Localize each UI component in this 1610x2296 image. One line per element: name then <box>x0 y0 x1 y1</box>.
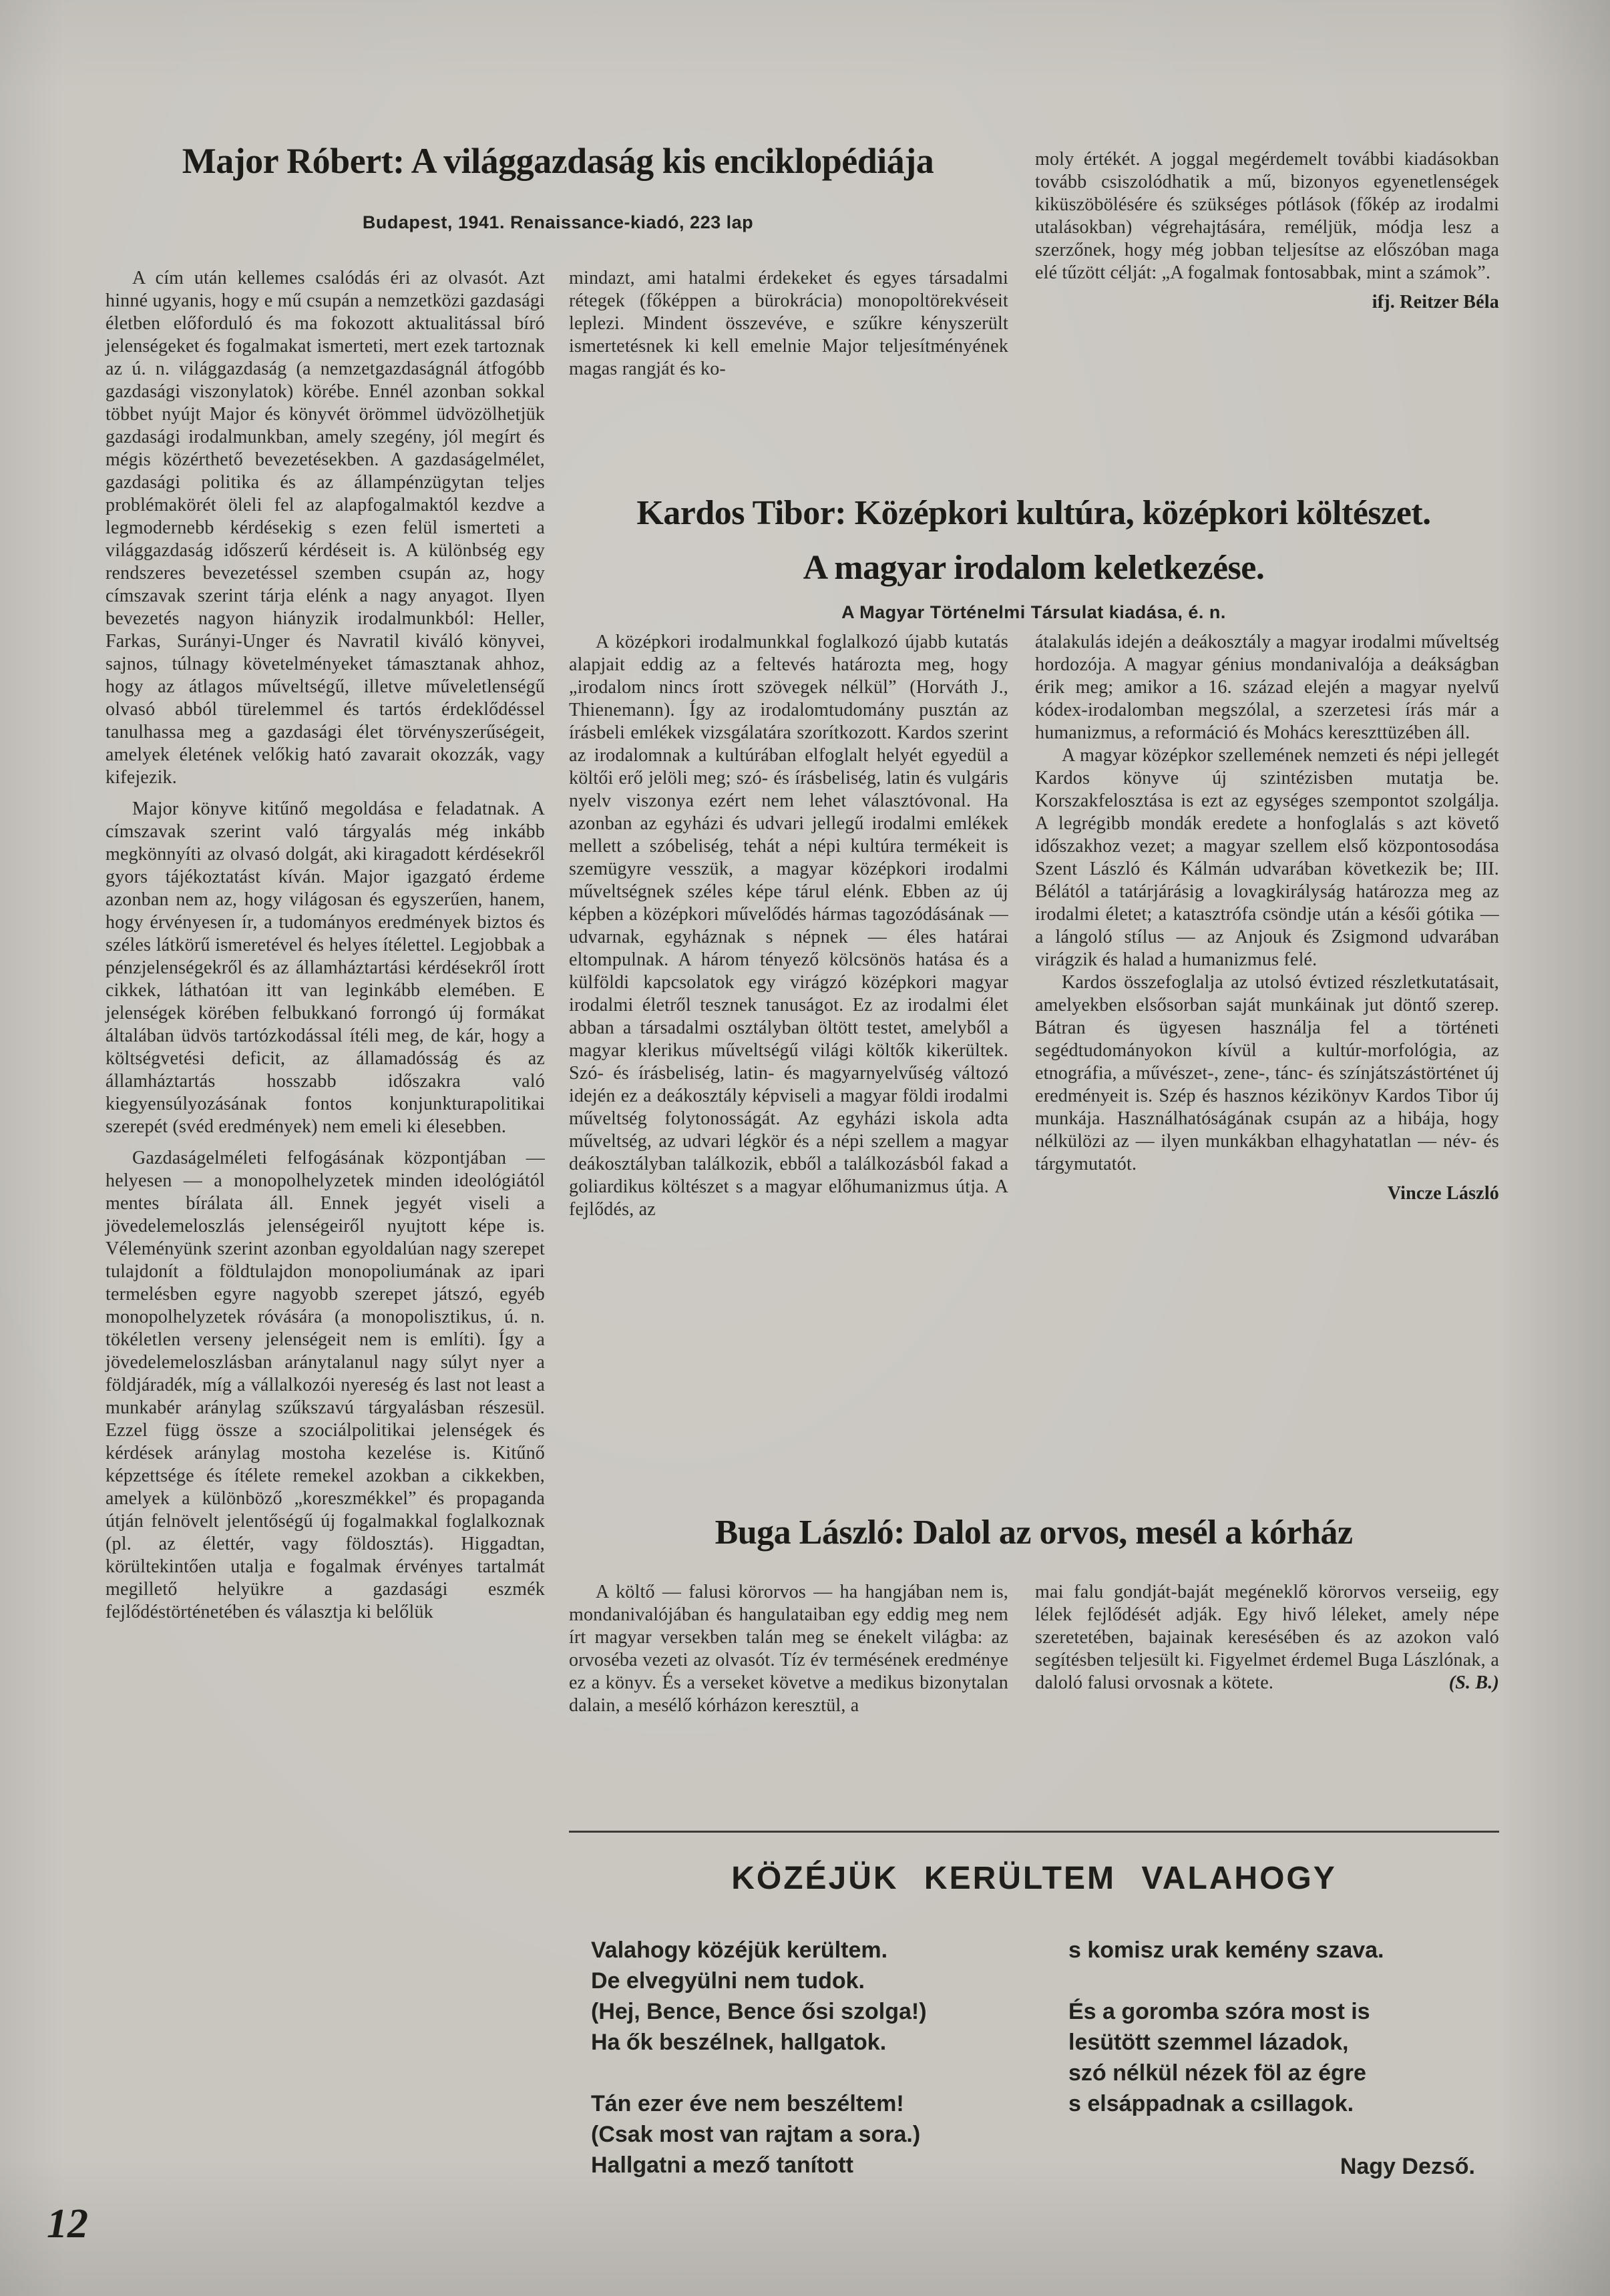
poem-line: (Csak most van rajtam a sora.) <box>591 2122 921 2147</box>
paragraph: moly értékét. A joggal megérdemelt további kiadásokban tovább csiszolódhatik a mű, bizonyos egyenetlenségek kiküszöbölésére és szükséges pótlások (főkép az irodalmi utalásokban) végrehajtására, reméljük, módja lesz a szerzőnek, hogy még jobban teljesítse az előszóban maga elé tűzött célját: „A fogalmak fontosabbak, mint a számok”. <box>1035 149 1499 283</box>
poem-line: s komisz urak kemény szava. <box>1068 1937 1384 1963</box>
poem-line: Hallgatni a mező tanított <box>591 2152 853 2178</box>
paragraph: Kardos összefoglalja az utolsó évtized részletkutatásait, amelyekben elsősorban saját munkáinak jut döntő szerep. Bátran és ügyesen használja fel a történeti segédtudományokon kívül a kultúr-morfológia, az etnográfia, a művészet-, zene-, tánc- és színjátszástörténet új eredményeit is. Szép és hasznos kézikönyv Kardos Tibor új munkája. Használhatóságának csupán az a hibája, hogy nélkülözi az — ilyen munkákban elhagyhatatlan — név- és tárgymutatót. <box>1035 972 1499 1174</box>
reviewer-signature: ifj. Reitzer Béla <box>1372 292 1499 312</box>
poem-line: szó nélkül nézek föl az égre <box>1068 2060 1366 2086</box>
article-major-title: Major Róbert: A világgazdaság kis enciklopédiája <box>182 141 934 181</box>
paragraph: mai falu gondját-baját megéneklő körorvos verseiig, egy lélek fejlődését adják. Egy hivő léleket, amely népe szeretetében, bajainak keresésében és az azokon való segítésben teljesült ki. Figyelmet érdemel Buga Lászlónak, a daloló falusi orvosnak a kötete. <box>1035 1582 1499 1693</box>
paragraph: A cím után kellemes csalódás éri az olvasót. Azt hinné ugyanis, hogy e mű csupán a nemzetközi gazdasági életben előforduló és ma fokozott aktualitással bíró jelenségeket és fogalmakat ismerteti, mert ezek tartoznak az ú. n. világgazdaság (a nemzetgazdaságnál átfogóbb gazdasági viszonylatok) körébe. Ennél azonban sokkal többet nyújt Major és könyvét örömmel üdvözölhetjük gazdasági irodalmunkban, amely szegény, jól megírt és mégis közérthető bevezetésekben. A gazdaságelmélet, gazdasági politika és az állampénzügytan teljes problémakörét öleli fel az alapfogalmaktól kezdve a legmodernebb kérdésekig s ezen felül ismerteti a világgazdaság időszerű kérdéseit is. A különbség egy rendszeres bevezetéssel szemben csupán az, hogy címszavak szerint tárja elénk a nagy anyagot. Ilyen bevezetés nagyon hiányzik irodalmunkból: Heller, Farkas, Surányi-Unger és Navratil kiváló könyvei, sajnos, túlnagy követelményeket támasztanak ahhoz, hogy az átlagos műveltségű, illetve műveletlenségű olvasó abból türelemmel és tartós érdeklődéssel tanulhassa meg a gazdasági élet törvényszerűségeit, amelyek életének velőkig ható zavarait okozzák, vagy kifejezik. <box>106 268 545 788</box>
paragraph: A magyar középkor szellemének nemzeti és népi jellegét Kardos könyve új szintézisben mutatja be. Korszakfelosztása is ezt az egységes szempontot szolgálja. A legrégibb mondák eredete a honfoglalás s azt követő időszakhoz vezet; a magyar szellem első központosodása Szent László és Kálmán udvarában következik be; III. Bélától a tatárjárásig a lovagkirályság határozza meg az irodalmi életet; a katasztrófa csöndje után a késői gótika — a lángoló stílus — az Anjouk és Zsigmond udvarában virágzik és halad a humanizmus felé. <box>1035 745 1499 970</box>
paragraph: Major könyve kitűnő megoldása e feladatnak. A címszavak szerint való tárgyalás még inkább megkönnyíti az olvasó dolgát, aki kiragadott kérdésekről gyors tájékoztatást kíván. Major igazgató érdeme azonban nem az, hogy világosan és egyszerűen, hanem, hogy érvényesen ír, a tudományos eredmények biztos és széles látkörű ismeretével és helyes ítélettel. Legjobbak a pénzjelenségekről és az államháztartási kérdésekről írott cikkek, láthatóan itt van leginkább elemében. E jelenségek körében felbukkanó forrongó új formákat általában üdvös tartózkodással ítéli meg, de kár, hogy a költségvetési deficit, az államadósság és az államháztartás hosszabb időszakra való kiegyensúlyozásának fontos konjunkturapolitikai szerepét (svéd eredmények) nem emeli ki élesebben. <box>106 798 545 1137</box>
stanza-break <box>1068 1966 1499 1996</box>
section-divider-rule <box>569 1831 1499 1833</box>
article-buga-title: Buga László: Dalol az orvos, mesél a kórház <box>715 1514 1353 1552</box>
article-major-column-1 <box>106 267 545 1624</box>
paragraph: Gazdaságelméleti felfogásának központjában — helyesen — a monopolhelyzetek minden ideológiától mentes bírálata áll. Ennek jegyét viseli a jövedelemeloszlás jelenségeiről nyujtott képe is. Véleményünk szerint azonban egyoldalúan nagy szerepet tulajdonít a földtulajdon monopoliumának az ipari termelésben egyre nagyobb szerepet játszó, egyéb monopolhelyzetek róvására (a monopolisztikus, ú. n. tökéletlen verseny jelenségeit nem is említi). Így a jövedelemeloszlásban aránytalanul nagy súlyt nyer a földjáradék, míg a vállalkozói nyereség és last not least a munkabér aránylag szűkszavú tárgyalásban részesül. Ezzel függ össze a szociálpolitikai jelenségek és kérdések aránylag mostoha kezelése is. Kitűnő képzettsége és ítélete remekel azokban a cikkekben, amelyek a különböző „koreszmékkel” és propaganda útján felnövelt jelentőségű új fogalmakkal foglalkoznak (pl. az élettér, vagy földosztás). Higgadtan, körültekintően utalja e fogalmak érvényes tartalmát megillető helyükre a gazdasági eszmék fejlődéstörténetében és választja ki belőlük <box>106 1148 545 1622</box>
poem-line: s elsáppadnak a csillagok. <box>1068 2091 1354 2116</box>
poem-line: De elvegyülni nem tudok. <box>591 1968 865 1994</box>
paragraph: A költő — falusi körorvos — ha hangjában nem is, mondanivalójában és hangulataiban egy eddig meg nem írt magyar versekben talán meg se énekelt világba: az orvoséba vezeti az olvasót. Tíz év termésének eredménye ez a könyv. És a verseket követve a medikus bizonytalan dalain, a mesélő kórházon keresztül, a <box>569 1582 1008 1716</box>
article-buga-column-1 <box>569 1581 1008 1717</box>
poem-line: Tán ezer éve nem beszéltem! <box>591 2091 904 2116</box>
article-kardos-column-1 <box>569 631 1008 1221</box>
article-kardos-publication: A Magyar Történelmi Társulat kiadása, é. n. <box>841 602 1226 622</box>
poem-line: lesütött szemmel lázadok, <box>1068 2030 1349 2055</box>
article-major-publication: Budapest, 1941. Renaissance-kiadó, 223 lap <box>362 212 754 232</box>
article-kardos-column-2 <box>1035 631 1499 1205</box>
article-kardos-title-line-2: A magyar irodalom keletkezése. <box>803 549 1265 587</box>
poem-column-2 <box>1068 1935 1499 2182</box>
poem-author: Nagy Dezső. <box>1340 2154 1475 2179</box>
page-number: 12 <box>47 2201 88 2247</box>
article-major-column-2 <box>569 267 1008 381</box>
article-kardos-title <box>566 486 1501 596</box>
article-buga-column-2 <box>1035 1581 1499 1694</box>
poem-line: Valahogy közéjük kerültem. <box>591 1937 888 1963</box>
reviewer-signature: Vincze László <box>1387 1183 1499 1204</box>
article-major-column-3 <box>1035 148 1499 314</box>
stanza-break <box>591 2058 1032 2088</box>
poem-column-1 <box>591 1935 1032 2180</box>
poem-title: KÖZÉJÜK KERÜLTEM VALAHOGY <box>731 1861 1337 1896</box>
poem-line: És a goromba szóra most is <box>1068 1999 1370 2024</box>
paragraph: mindazt, ami hatalmi érdekeket és egyes társadalmi rétegek (főképpen a bürokrácia) monopoltörekvéseit leplezi. Mindent összevéve, e szűkre kényszerült ismertetésnek ki kell emelnie Major teljesítményének magas rangját és ko- <box>569 268 1008 379</box>
paragraph: A középkori irodalmunkkal foglalkozó újabb kutatás alapjait eddig az a feltevés határozta meg, hogy „irodalom nincs írott szövegek nélkül” (Horváth J., Thienemann). Így az irodalomtudomány pusztán az írásbeli emlékek vizsgálatára szorítkozott. Kardos szerint az irodalomnak a kultúrában elfoglalt helyét egyedül a költői erő jelöli meg; szó- és írásbeliség, latin és vulgáris nyelv viszonya ezért nem lehet választóvonal. Ha azonban az egyházi és udvari jellegű irodalmi emlékek mellett a szóbeliség, tehát a népi kultúra termékeit is szemügyre vesszük, a magyar középkori irodalmi műveltségnek széles képe tárul elénk. Ebben az új képben a középkori művelődés hármas tagozódásának — udvarnak, egyháznak s népnek — éles határai eltompulnak. A három tényező kölcsönös hatása és a külföldi kapcsolatok egy virágzó középkori magyar irodalmi életről tesznek tanuságot. Ez az irodalmi élet abban a társadalmi osztályban öltött testet, amelyből a magyar klerikus műveltségű világi költők kikerültek. Szó- és írásbeliség, latin- és magyarnyelvűség változó idején ez a deákosztály képviseli a magyar földi irodalmi műveltség folytonosságát. Az egyházi iskola adta műveltség, az udvari légkör és a népi szellem a magyar deákosztályban találkozik, ebből a találkozásból fakad a goliardikus költészet s a magyar előhumanizmus útja. A fejlődés, az <box>569 632 1008 1220</box>
reviewer-signature: (S. B.) <box>1448 1672 1499 1693</box>
paragraph: átalakulás idején a deákosztály a magyar irodalmi műveltség hordozója. A magyar génius mondanivalója a deákságban érik meg; amikor a 16. század elején a magyar nyelvű kódex-irodalomban megszólal, a szerzetesi írás már a humanizmus, a reformáció és Mohács kereszttüzében áll. <box>1035 632 1499 743</box>
poem-line: (Hej, Bence, Bence ősi szolga!) <box>591 1999 927 2024</box>
article-kardos-title-line-1: Kardos Tibor: Középkori kultúra, középkori költészet. <box>636 494 1431 532</box>
poem-line: Ha ők beszélnek, hallgatok. <box>591 2030 887 2055</box>
